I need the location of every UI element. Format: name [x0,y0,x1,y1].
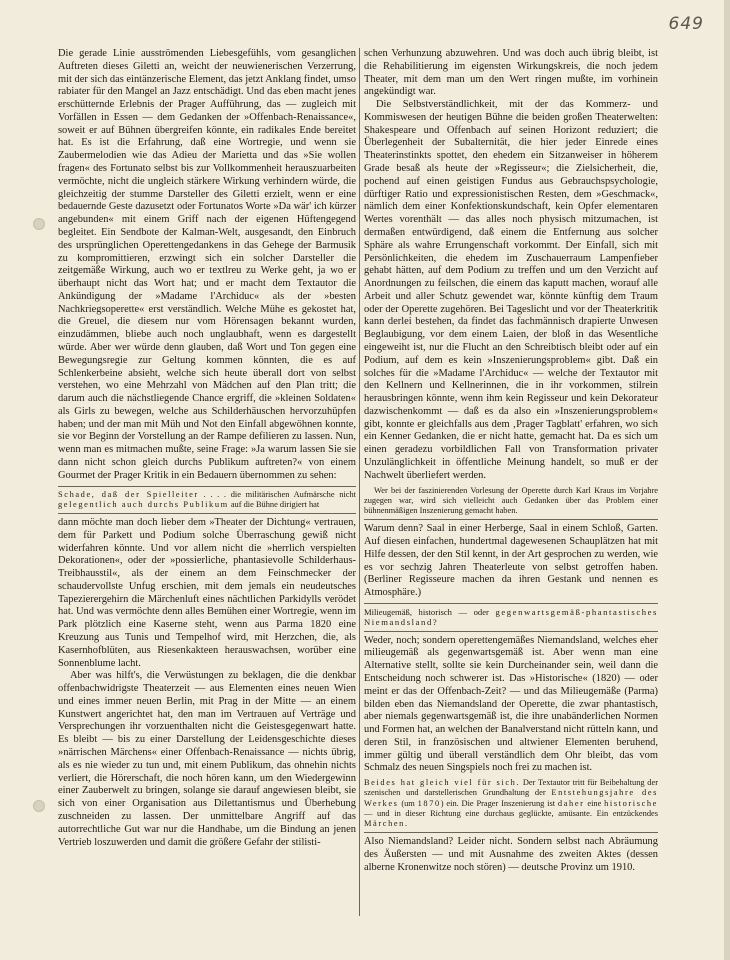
section-heading [364,607,658,628]
note-rule [58,513,356,514]
spaced-text: daher [557,798,585,808]
note-text: Der Textautor tritt für Beibehaltung der szenischen und darstellerischen Grundhaltung der [364,778,658,798]
paragraph: Die Selbstverständlichkeit, mit der das Kommerz- und Kommiswesen der heutigen Bühne die beiden großen Theaterwelten: Shakespeare und Offenbach auf seinen Horizont reduziert; die Überlegenheit der Subalternität, die hier jeder Einrede eines Theaterinstinkts spottet, den ehedem ein Sitzanweiser in höherem Grade besaß als heute der »Regisseur«; die Zielsicherheit, die, pochend auf einen geistigen Fundus aus Gebrauchspsychologie, dürftiger Ratio und expressionistischen Resten, dem »Geschmack«, nämlich dem einer Konfektionskundschaft, kein Opfer elementaren Wertes vorenthält — das alles noch physisch mitzumachen, ist dermaßen entwürdigend, daß einem die Entfernung aus solcher Sphäre als wahre Errungenschaft vorkommt. Der Einfall, sich mit Persönlichkeiten, die ehedem im Zuschauerraum Lampenfieber gehabt hätten, auf dem Podium zu treffen und um den Verzicht auf Anordnungen zu feilschen, die einem das kaputt machen, worauf alle Arbeit und aller Schutz gewendet war, könnte künftig dem Traum oder der Operette zugehören. Bei Tageslicht und vor der Theaterkritik kann derlei bestehen, da findet das fachmännisch drapierte Unwesen Beglaubigung, vor dem einem Laien, der bloß in das Wesentliche eingeweiht ist, nur die Flucht an den Schreibtisch bleibt oder auf ein Podium, auf dem es kein »Inszenierungsproblem« gibt. Daß ein solches für die »Madame l'Archiduc« — welche der Textautor mit den Kellnern und Kellnerinnen, die in ihr vorkommen, stilrein herausbringen könnte, wenn ihm kein Regisseur und kein Dekorateur dazwischenkommt — daß es da also ein »Inszenierungsproblem« gibt, konnte er gleichfalls aus dem ‚Prager Tagblatt' erfahren, wo sich ein Kenner Gedanken, die er nicht hatte, gemacht hat. Da es sich um einen geradezu vorbildlichen Fall von Transformation privater Unzulänglichkeit in öffentliche Meinung handelt, so muß er der Nachwelt überliefert werden. [364,99,658,481]
paragraph: Also Niemandsland? Leider nicht. Sondern selbst nach Abräumung des Äußersten — und mit Ausnahme des zweiten Aktes (dessen alberne Kronenwitze noch stören) — deutsche Provinz um 1910. [364,836,658,873]
binding-hole-icon [33,218,45,230]
note-text: . . . . die militärischen Aufmärsche nicht [198,489,356,499]
paragraph: dann möchte man doch lieber dem »Theater der Dichtung« vertrauen, dem für Parkett und Podium solche Überraschung gewiß nicht widerfahren könnte. Und vor allem nicht die »herrlich verspielten Dekorationen«, oder der »possierliche, phantasievolle Schilderhaus-Treibhausstil«, als der einem an dem Feinschmecker der schaudervollste Unfug erschien, mit dem jemals ein neudeutsches Tapezierergehirn die Märchenluft eines nächtlichen Parkidylls verödet hat. Und was vermöchte denn alles Bemühen einer Wortregie, wenn im Park plötzlich eine Kaserne steht, wenn aus Parma 1820 eine Kreuzung aus Tunis und Tempelhof wird, mit Herzchen, die, als Kasernhofblüten, aus Riesenkakteen herauswachsen, worüber eine Sonnenblume lacht. [58,516,356,669]
binding-hole-icon [33,800,45,812]
column-divider [359,48,360,916]
paragraph: Die gerade Linie ausströmenden Liebesgefühls, vom gesanglichen Auftreten dieses Giletti an, weicht der neuwienerischen Verzerrung, mit der sich das eintänzerische Element, das jetzt Anklang findet, umso rabiater für den Mangel an Jazz entschädigt. Und das eben macht jenes erschütternde Erlebnis der Prager Aufführung, das — zugleich mit Vorfällen in Essen — dem Gedanken der »Offenbach-Renaissance«, soweit er auf Bühnen übergreifen könnte, ein radikales Ende bereitet hat. Es ist die Erfahrung, daß eine Wortregie, und wenn sie Zaubermelodien wie das Adieu der Marietta und das »Sie wollen fragen« des Fortunato selbst bis zur Vollkommenheit herauszuarbeiten vermöchte, nicht die ungleich stärkere Wirkung verhindern würde, die gleichzeitig der stumme Darsteller des Giletti erzielt, wenn er eine bedauernde Geste dazusetzt oder Fortunatos Worte »Da wär' ich kürzer angebunden« mit einem Griff nach der eigenen Hüftengegend begleitet. Ein Sendbote der Kalman-Welt, ausgesandt, den Einbruch des ursprünglichen Operettengedankens in das Gehege der Barmusik zu kompromittieren, erzwingt sich ein solcher Darsteller die zeitgemäße Wirkung, auch wo er textlreu zu Werke geht, ja wo er überhaupt nicht das Wort hat; und er macht dem Textautor die Ankündigung der »Madame l'Archiduc« als der »besten Nachkriegsoperette« erst verständlich. Welche Mühe es gekostet hat, die Greuel, die diesem nur vom Hörensagen bekannt wurden, einzudämmen, bliebe auch noch unglaubhaft, wenn es dargestellt würde. Aber wer würde denn glauben, daß Wort und Ton gegen eine Bewegungsregie zur Geltung kommen könnten, die es auf Schlenkerbeine absieht, welche sich heute überall dort von selbst verstehen, wo eine Mehrzahl von Mädchen auf den Plan tritt; die darum auch die nächstliegende Chance ergriff, die »kleinen Soldaten« als Girls zu bewegen, welche aus Schilderhäuschen hervorzuhüpfen haben; und der man mit Müh und Not den Einfall abgewöhnen konnte, sie vor Beginn der Vorstellung an der Rampe defilieren zu lassen. Nun, wenn man es mitmachen mußte, seine Frage: »Ja warum lassen Sie sie dann nicht schon gleich durchs Publikum auftreten?« von einem Gourmet der Prager Kritik in ein Bedauern übernommen zu sehen: [58,48,356,481]
left-column [58,48,356,849]
note-rule [364,832,658,833]
footnote-quote: Wer bei der faszinierenden Vorlesung der Operette durch Karl Kraus im Vorjahre zugegen war, wird sich vielleicht auch Gedanken über das Problem einer bühnenmäßigen Inszenierung gemacht haben. [364,485,658,515]
spaced-text: 1870 [417,798,441,808]
note-text: (um [398,798,418,808]
spaced-text: Entstehungsjahre des Werkes [364,788,658,808]
paragraph: Warum denn? Saal in einer Herberge, Saal in einem Schloß, Garten. Auf diesen einfachen, hundertmal dagewesenen Schauplätzen hat mit Hilfe dessen, der den Stil kennt, in der Art gesprochen zu werden, wie es vor sechzig Jahren Theaterleute von selbst getroffen haben. (Berliner Regisseure machen da ihren Gestank und nennen es Atmosphäre.) [364,523,658,599]
note-rule [364,519,658,520]
spaced-text: Beides hat gleich viel für sich. [364,778,521,788]
note-rule [364,603,658,604]
paragraph: Aber was hilft's, die Verwüstungen zu beklagen, die die denkbar offenbachwidrigste Theaterzeit — aus Elementen eines neuen Wien und eines immer neuen Berlin, mit Prag in der Mitte — an einem Kunstwert angerichtet hat, den man im Vertrauen auf Verträge und Versprechungen ihr vorzuenthalten nicht die Geistesgegenwart hatte. Es bleibt — bis zu einer Darstellung der Leidensgeschichte dieses »närrischen Märchens« einer Offenbach-Renaissance — nichts übrig, als es nie wieder zu tun und, mit einem Publikum, das ohnehin nichts verliert, die Hörerschaft, die noch hören kann, um den Wiedergewinn einer Zauberwelt zu bringen, solange sie darauf angewiesen bleibt, sie sich von einer Organisation aus Dilettantismus und Überhebung zuschneiden zu lassen. Der unmittelbare Angriff auf das autorrechtliche Gut war nur die Handhabe, um die Bindung an jenen Vertrieb loszuwerden und damit die größere Gefahr der stilisti- [58,670,356,848]
spaced-text: historische [604,798,658,808]
spaced-text: gelegentlich auch durchs Publikum [58,499,229,509]
spaced-text: Schade, daß der Spielleiter [58,489,199,499]
page-number: 649 [668,14,704,34]
note-text: auf die Bühne dirigiert hat [228,499,320,509]
heading-text: Milieugemäß, historisch — oder [364,606,496,617]
note-rule [58,486,356,487]
note-text: — und in dieser Richtung eine durchaus geglückte, amüsante. Ein entzückendes [364,808,658,818]
note-text: eine [584,798,605,808]
note-rule [364,631,658,632]
footnote-quote [364,778,658,829]
spaced-text: Märchen [364,819,405,829]
note-text: ) ein. Die Prager Inszenierung ist [440,798,558,808]
paragraph: Weder, noch; sondern operettengemäßes Niemandsland, welches eher milieugemäß als gegenwartsgemäß ist. Aber wenn man eine Alternative stellt, sollte sie kein Durcheinander sein, weil dann die Entscheidung noch schwerer ist. Das »Historische« (1820) — oder meint er das der Offenbach-Zeit? — und das Milieugemäße (Parma) bilden eben das Niemandsland der Operette, die zwar phantastisch, aber niemals gegenwartsgemäß ist, die ihre unabänderlichen Normen und Formen hat, an welchen der Banalverstand nicht rütteln kann, und deren Stil, in französischen und altwiener Elementen beruhend, immer gültig und überall verständlich dem Ohr bleibt, das vom Schmalz des neuen Singspiels noch frei zu machen ist. [364,634,658,774]
note-text: . [404,819,408,829]
footnote-quote [58,490,356,510]
spaced-text: gegenwartsgemäß-phantastisches Niemandsland? [364,606,658,628]
right-column [364,48,658,875]
paragraph: schen Verhunzung abzuwehren. Und was doch auch übrig bleibt, ist die Rehabilitierung im eigensten Wirkungskreis, die noch jedem Theater, mit dem man um den Wert ringen mußte, im vorhinein angekündigt war. [364,48,658,98]
